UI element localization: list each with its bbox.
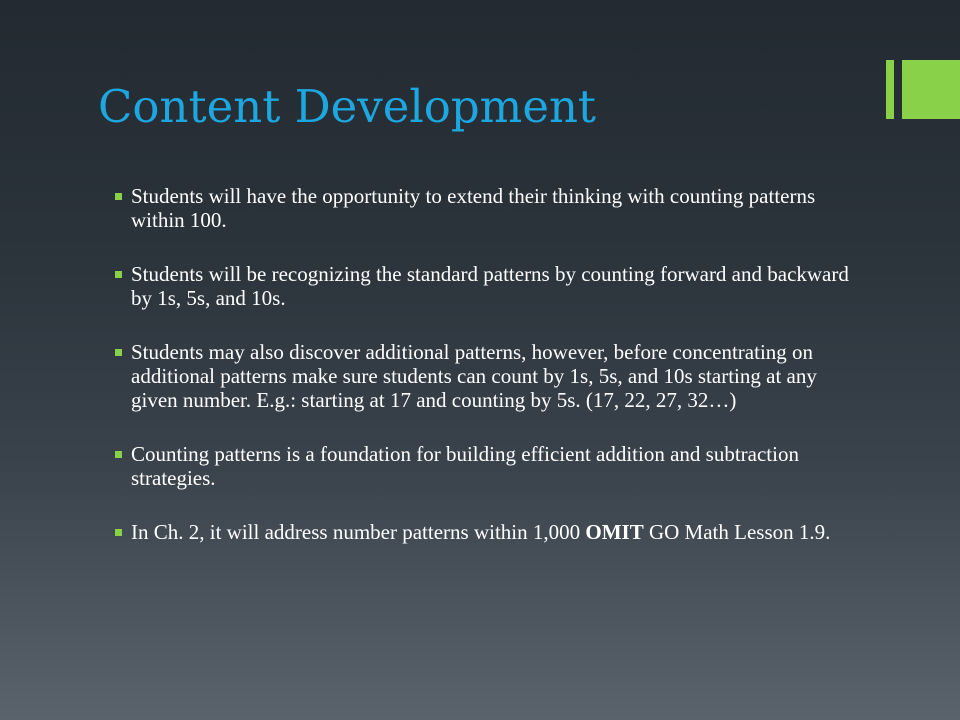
bullet-list bbox=[112, 184, 852, 574]
bullet-text-after: GO Math Lesson 1.9. bbox=[643, 520, 831, 544]
bullet-text bbox=[131, 520, 830, 544]
square-bullet-icon bbox=[115, 349, 122, 356]
square-bullet-icon bbox=[115, 193, 122, 200]
bullet-text: Counting patterns is a foundation for building efficient addition and subtraction strategies. bbox=[131, 442, 799, 490]
square-bullet-icon bbox=[115, 271, 122, 278]
bullet-item bbox=[112, 340, 852, 412]
square-bullet-icon bbox=[115, 451, 122, 458]
accent-bar-wide bbox=[902, 60, 960, 119]
bullet-text-before: In Ch. 2, it will address number patterns within 1,000 bbox=[131, 520, 586, 544]
bullet-text: Students will be recognizing the standard patterns by counting forward and backward by 1s, 5s, and 10s. bbox=[131, 262, 849, 310]
bullet-item bbox=[112, 520, 852, 544]
accent-bar-thin bbox=[886, 60, 894, 119]
bullet-text: Students will have the opportunity to extend their thinking with counting patterns within 100. bbox=[131, 184, 816, 232]
omit-emphasis: OMIT bbox=[585, 520, 644, 544]
bullet-text: Students may also discover additional patterns, however, before concentrating on additional patterns make sure students can count by 1s, 5s, and 10s starting at any given number. E.g.: starting at 17 and counting by 5s. (17, 22, 27, 32…) bbox=[131, 340, 817, 412]
slide-title: Content Development bbox=[98, 80, 597, 133]
square-bullet-icon bbox=[115, 529, 122, 536]
bullet-item bbox=[112, 184, 852, 232]
bullet-item bbox=[112, 262, 852, 310]
bullet-item bbox=[112, 442, 852, 490]
